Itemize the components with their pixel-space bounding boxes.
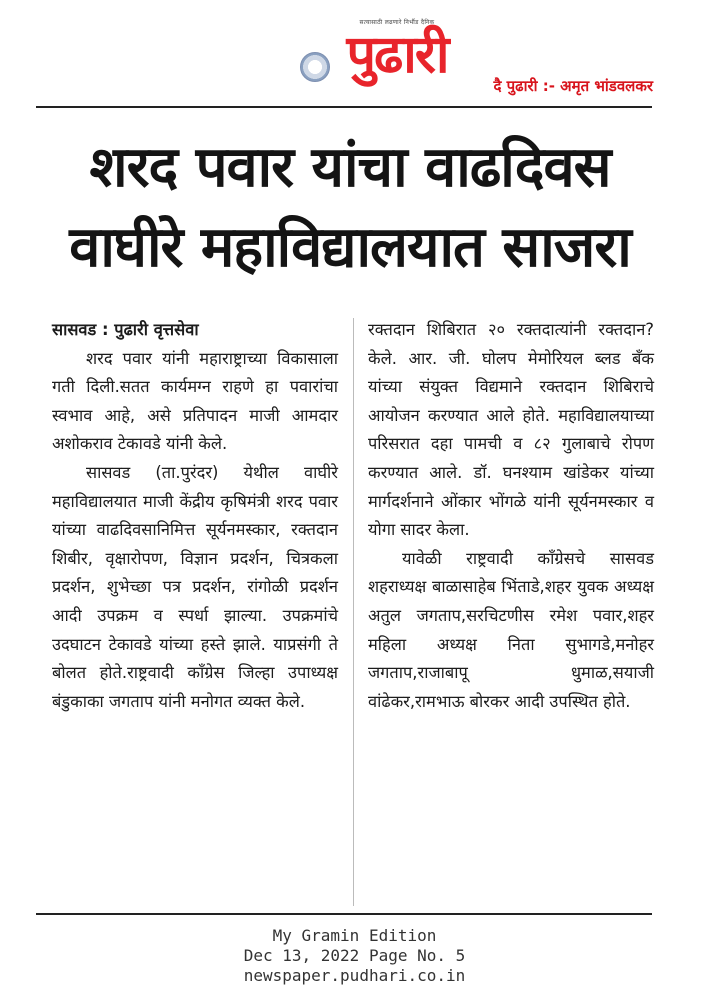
headline-line-1: शरद पवार यांचा वाढदिवस (89, 135, 611, 200)
paragraph: सासवड (ता.पुरंदर) येथील वाघीरे महाविद्यालयात माजी केंद्रीय कृषिमंत्री शरद पवार यांच्या वाढदिवसानिमित्त सूर्यनमस्कार, रक्तदान शिबीर, वृक्षारोपण, विज्ञान प्रदर्शन, चित्रकला प्रदर्शन, शुभेच्छा पत्र प्रदर्शन, रांगोळी प्रदर्शन आदी उपक्रम व स्पर्धा झाल्या. उपक्रमांचे उदघाटन टेकावडे यांच्या हस्ते झाले. याप्रसंगी ते बोलत होते.राष्ट्रवादी काँग्रेस जिल्हा उपाध्यक्ष बंडुकाका जगताप यांनी मनोगत व्यक्त केले. (52, 462, 338, 711)
masthead (0, 0, 709, 104)
paragraph: शरद पवार यांनी महाराष्ट्राच्या विकासाला गती दिली.सतत कार्यमग्न राहणे हा पवारांचा स्वभाव आहे, असे प्रतिपादन माजी आमदार अशोकराव टेकावडे यांनी केले. (52, 348, 338, 454)
bottom-divider (36, 913, 652, 915)
emblem-icon (300, 52, 330, 82)
edition-footer (0, 926, 709, 986)
dateline: सासवड : पुढारी वृत्तसेवा (52, 320, 199, 339)
article-headline (40, 128, 660, 288)
edition-name: My Gramin Edition (272, 926, 437, 945)
newspaper-logo (300, 18, 470, 96)
top-divider (36, 106, 652, 108)
article-column-right (368, 316, 654, 716)
source-credit: दै पुढारी :- अमृत भांडवलकर (493, 77, 653, 95)
website-link[interactable]: newspaper.pudhari.co.in (243, 966, 466, 985)
column-divider (353, 318, 354, 906)
headline-line-2: वाघीरे महाविद्यालयात साजरा (69, 215, 631, 280)
logo-tagline: सत्यासाठी लढणारे निर्भीड दैनिक (359, 19, 435, 26)
edition-date-page: Dec 13, 2022 Page No. 5 (243, 946, 466, 965)
logo-wordmark: पुढारी (346, 25, 448, 85)
article-column-left (52, 316, 338, 716)
paragraph: रक्तदान शिबिरात २० रक्तदात्यांनी रक्तदान? केले. आर. जी. घोलप मेमोरियल ब्लड बँक यांच्या संयुक्त विद्यमाने रक्तदान शिबिराचे आयोजन करण्यात आले होते. महाविद्यालयाच्या परिसरात दहा पामची व ८२ गुलाबाचे रोपण करण्यात आले. डॉ. घनश्याम खांडेकर यांच्या मार्गदर्शनाने ओंकार भोंगळे यांनी सूर्यनमस्कार व योगा सादर केला. (368, 320, 654, 540)
paragraph: यावेळी राष्ट्रवादी काँग्रेसचे सासवड शहराध्यक्ष बाळासाहेब भिंताडे,शहर युवक अध्यक्ष अतुल जगताप,सरचिटणीस रमेश पवार,शहर महिला अध्यक्ष निता सुभागडे,मनोहर जगताप,राजाबापू धुमाळ,सयाजी वांढेकर,रामभाऊ बोरकर आदी उपस्थित होते. (368, 548, 654, 711)
